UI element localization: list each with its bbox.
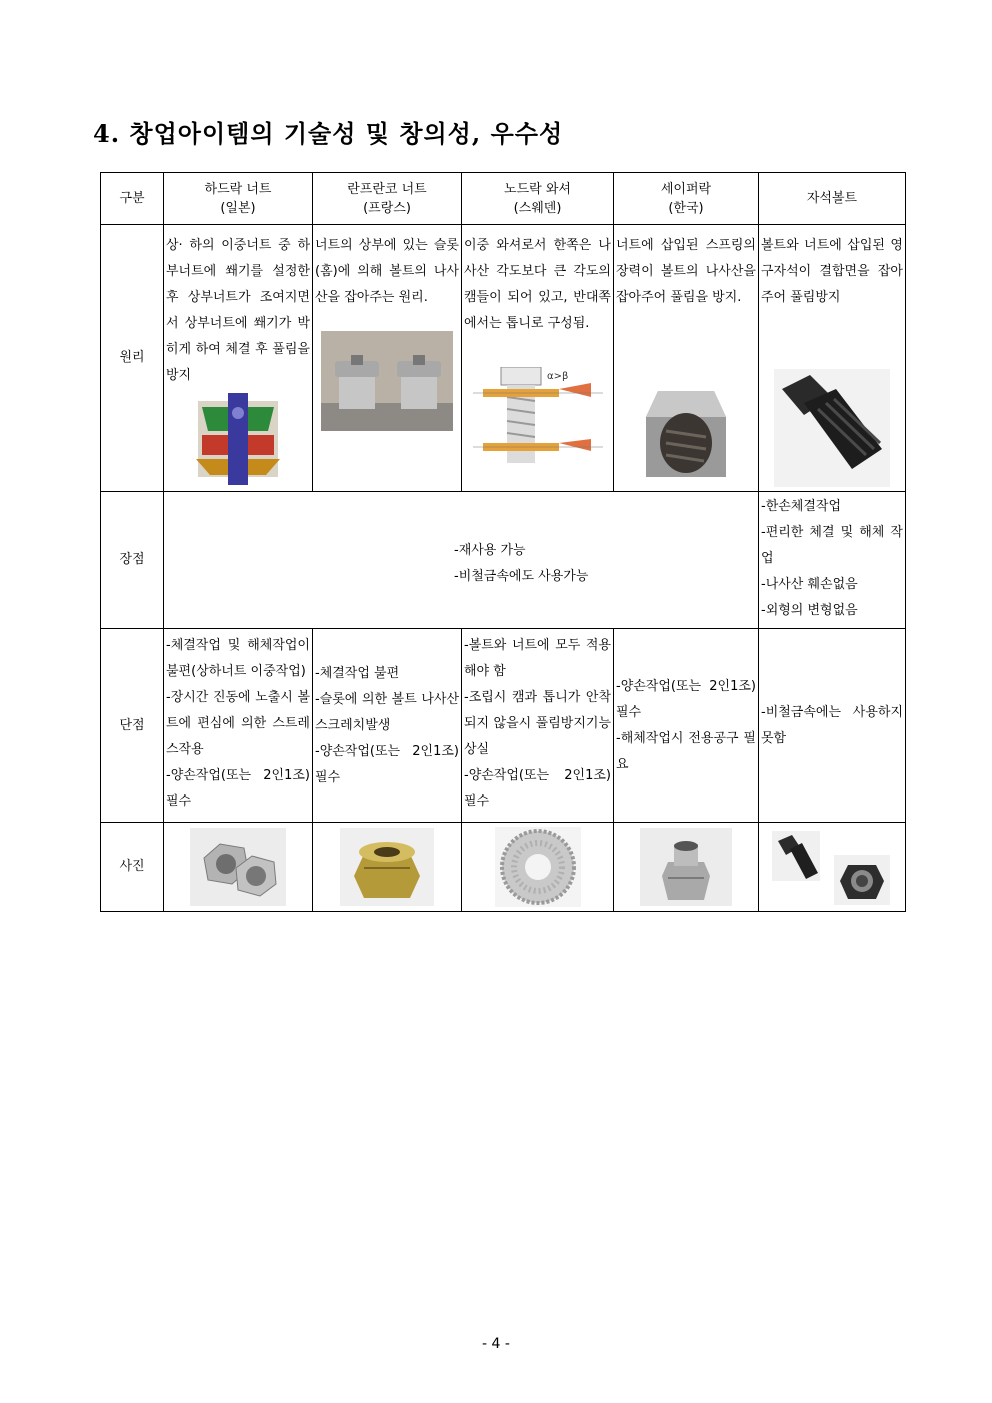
hardlock-nut-photo (190, 828, 286, 906)
row-label-principle: 원리 (101, 225, 164, 492)
principle-cell-hardlock (164, 225, 313, 492)
disadvantage-cell-lanfranco: -체결작업 불편 -슬롯에 의한 볼트 나사산 스크레치발생 -양손작업(또는 2인1조) 필수 (313, 629, 462, 823)
header-hardlock-nut: 하드락 너트 (일본) (164, 173, 313, 225)
row-label-photo: 사진 (101, 823, 164, 912)
lanfranco-nut-photo (340, 828, 434, 906)
disadvantage-cell-magnet: -비철금속에는 사용하지 못함 (759, 629, 906, 823)
photo-cell-saferlock (614, 823, 759, 912)
header-saferlock: 세이퍼락 (한국) (614, 173, 759, 225)
principle-row (101, 225, 906, 492)
principle-text: 너트의 상부에 있는 슬롯(홈)에 의해 볼트의 나사산을 잡아주는 원리. (315, 238, 459, 305)
advantage-common-cell: -재사용 가능 -비철금속에도 사용가능 (164, 492, 759, 629)
photo-cell-nordlock (462, 823, 614, 912)
table-header-row (101, 173, 906, 225)
header-magnet-bolt: 자석볼트 (759, 173, 906, 225)
photo-cell-lanfranco (313, 823, 462, 912)
principle-cell-nordlock (462, 225, 614, 492)
photo-row (101, 823, 906, 912)
advantage-magnet-cell: -한손체결작업 -편리한 체결 및 해체 작업 -나사산 훼손없음 -외형의 변형없음 (759, 492, 906, 629)
principle-text: 볼트와 너트에 삽입된 영구자석이 결합면을 잡아주어 풀림방지 (761, 238, 903, 305)
nordlock-washer-photo (495, 827, 581, 907)
lanfranco-photo (315, 331, 459, 431)
principle-cell-saferlock (614, 225, 759, 492)
angle-label: α>β (546, 371, 568, 382)
nordlock-diagram (464, 367, 611, 463)
magnet-bolt-product-photo (768, 827, 896, 907)
magnet-bolt-photo (761, 369, 903, 487)
row-label-disadvantage: 단점 (101, 629, 164, 823)
advantage-row (101, 492, 906, 629)
disadvantage-cell-hardlock: -체결작업 및 해체작업이 불편(상하너트 이중작업) -장시간 진동에 노출시 볼트에 편심에 의한 스트레스작용 -양손작업(또는 2인1조) 필수 (164, 629, 313, 823)
comparison-table (100, 172, 906, 912)
principle-text: 상· 하의 이중너트 중 하부너트에 쐐기를 설정한 후 상부너트가 조여지면서 상부너트에 쐐기가 박히게 하여 체결 후 풀림을 방지 (166, 238, 310, 383)
principle-cell-magnet (759, 225, 906, 492)
row-label-advantage: 장점 (101, 492, 164, 629)
saferlock-nut-photo (640, 828, 732, 906)
header-nordlock-washer: 노드락 와셔 (스웨덴) (462, 173, 614, 225)
photo-cell-magnet (759, 823, 906, 912)
principle-text: 이중 와셔로서 한쪽은 나사산 각도보다 큰 각도의 캠들이 되어 있고, 반대쪽에서는 톱니로 구성됨. (464, 238, 611, 331)
disadvantage-cell-nordlock: -볼트와 너트에 모두 적용해야 함 -조립시 캠과 톱니가 안착되지 않을시 풀림방지기능 상실 -양손작업(또는 2인1조) 필수 (462, 629, 614, 823)
principle-text: 너트에 삽입된 스프링의 장력이 볼트의 나사산을 잡아주어 풀림을 방지. (616, 238, 756, 305)
section-heading: 4. 창업아이템의 기술성 및 창의성, 우수성 (93, 119, 564, 148)
disadvantage-cell-saferlock: -양손작업(또는 2인1조) 필수 -해체작업시 전용공구 필요 (614, 629, 759, 823)
hardlock-diagram (166, 391, 310, 487)
photo-cell-hardlock (164, 823, 313, 912)
header-category: 구분 (101, 173, 164, 225)
header-lanfranco-nut: 란프란코 너트 (프랑스) (313, 173, 462, 225)
page-number: - 4 - (482, 1336, 510, 1352)
saferlock-photo (616, 381, 756, 491)
disadvantage-row (101, 629, 906, 823)
principle-cell-lanfranco (313, 225, 462, 492)
